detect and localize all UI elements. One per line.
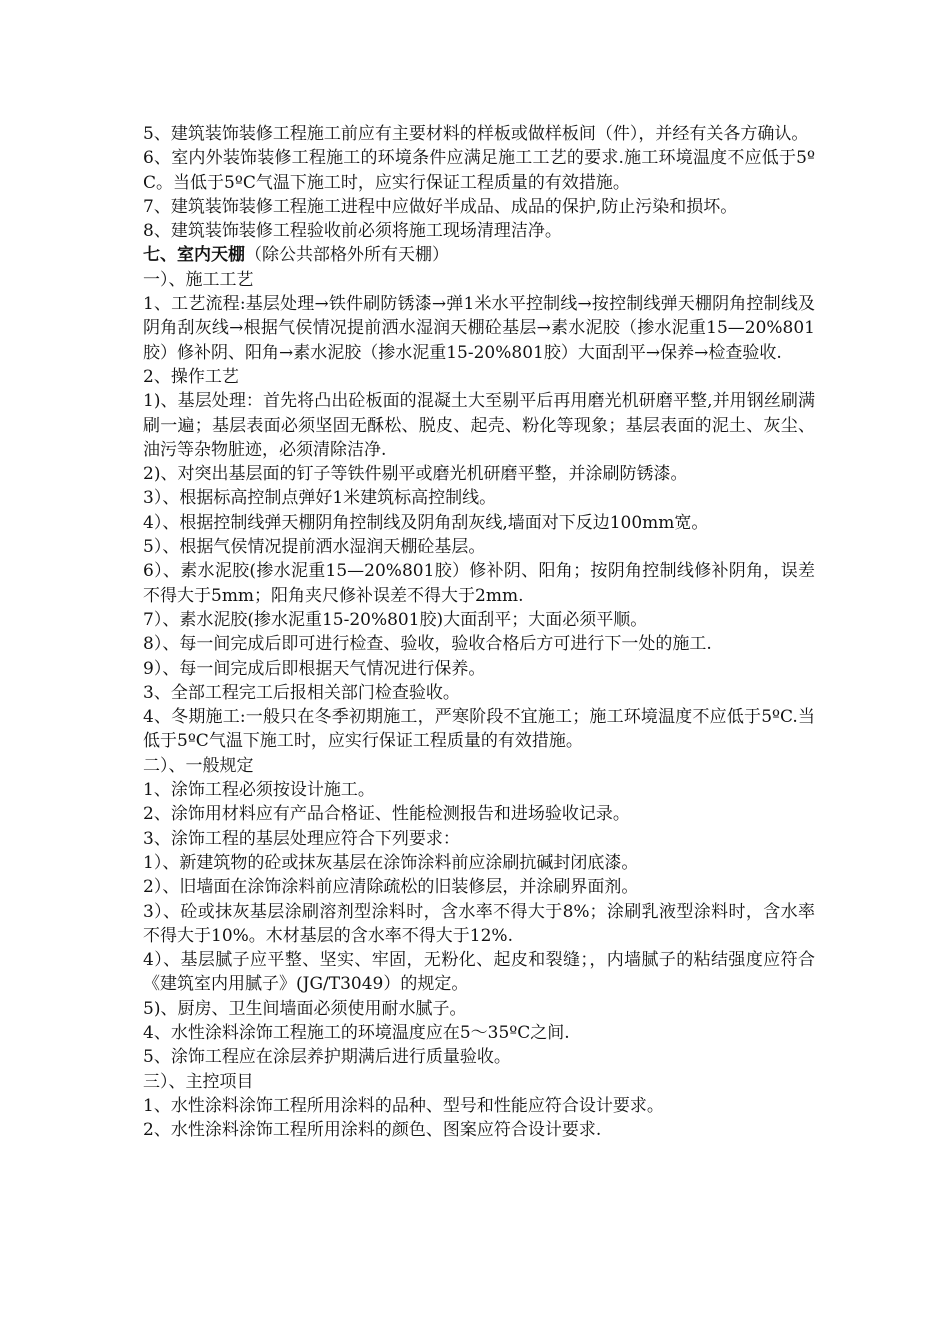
paragraph: 5、建筑装饰装修工程施工前应有主要材料的样板或做样板间（件），并经有关各方确认。 (143, 124, 809, 144)
paragraph: 7、建筑装饰装修工程施工进程中应做好半成品、成品的保护,防止污染和损坏。 (143, 196, 738, 217)
paragraph: 1）、新建筑物的砼或抹灰基层在涂饰涂料前应涂刷抗碱封闭底漆。 (143, 852, 639, 873)
section-heading-title: 七、室内天棚 (143, 245, 245, 266)
paragraph: 3、全部工程完工后报相关部门检查验收。 (143, 682, 460, 703)
paragraph: 3）、根据标高控制点弹好1米建筑标高控制线。 (143, 488, 497, 509)
paragraph: 4、水性涂料涂饰工程施工的环境温度应在5～35ºC之间. (143, 1022, 570, 1043)
paragraph: 2、涂饰用材料应有产品合格证、性能检测报告和进场验收记录。 (143, 804, 630, 825)
paragraph: 2、操作工艺 (143, 366, 239, 387)
paragraph: 1、工艺流程:基层处理→铁件刷防锈漆→弹1米水平控制线→按控制线弹天棚阴角控制线及阴角刮灰线→根据气侯情况提前洒水湿润天棚砼基层→素水泥胶（掺水泥重15—20%801胶）修补阴、阳角→素水泥胶（掺水泥重15-20%801胶）大面刮平→保养→检查验收. (143, 294, 815, 363)
paragraph: 3）、砼或抹灰基层涂刷溶剂型涂料时，含水率不得大于8%；涂刷乳液型涂料时，含水率不得大于10%。木材基层的含水率不得大于12%. (143, 901, 815, 946)
subsection-heading: 三）、主控项目 (143, 1071, 254, 1092)
paragraph: 3、涂饰工程的基层处理应符合下列要求： (143, 828, 460, 849)
paragraph: 9）、每一间完成后即根据天气情况进行保养。 (143, 658, 486, 679)
paragraph: 1、水性涂料涂饰工程所用涂料的品种、型号和性能应符合设计要求。 (143, 1095, 664, 1116)
paragraph: 6）、素水泥胶(掺水泥重15—20%801胶）修补阴、阳角；按阴角控制线修补阴角，误差不得大于5mm；阳角夹尺修补误差不得大于2mm. (143, 561, 815, 606)
paragraph: 1)、基层处理：首先将凸出砼板面的混凝土大至剔平后再用磨光机研磨平整,并用钢丝刷满刷一遍；基层表面必须坚固无酥松、脱皮、起壳、粉化等现象；基层表面的泥土、灰尘、油污等杂物脏迹，必须清除洁净. (143, 391, 815, 460)
paragraph: 5）、根据气侯情况提前洒水湿润天棚砼基层。 (143, 537, 486, 558)
subsection-heading: 一）、施工工艺 (143, 269, 254, 290)
paragraph: 1、涂饰工程必须按设计施工。 (143, 780, 375, 801)
paragraph: 8、建筑装饰装修工程验收前必须将施工现场清理洁净。 (143, 221, 562, 242)
paragraph: 4、冬期施工:一般只在冬季初期施工，严寒阶段不宜施工；施工环境温度不应低于5ºC.当低于5ºC气温下施工时，应实行保证工程质量的有效措施。 (143, 707, 815, 752)
paragraph: 2)、对突出基层面的钉子等铁件剔平或磨光机研磨平整，并涂刷防锈漆。 (143, 464, 688, 485)
paragraph: 2）、旧墙面在涂饰涂料前应清除疏松的旧装修层，并涂刷界面剂。 (143, 877, 639, 898)
section-heading (143, 243, 815, 267)
document-page (143, 122, 815, 1142)
paragraph: 2、水性涂料涂饰工程所用涂料的颜色、图案应符合设计要求. (143, 1120, 602, 1141)
paragraph: 7）、素水泥胶(掺水泥重15-20%801胶)大面刮平；大面必须平顺。 (143, 609, 648, 630)
paragraph: 5、涂饰工程应在涂层养护期满后进行质量验收。 (143, 1047, 511, 1068)
paragraph: 6、室内外装饰装修工程施工的环境条件应满足施工工艺的要求.施工环境温度不应低于5ºC。当低于5ºC气温下施工时，应实行保证工程质量的有效措施。 (143, 148, 815, 193)
paragraph: 5)、厨房、卫生间墙面必须使用耐水腻子。 (143, 998, 467, 1019)
paragraph: 8）、每一间完成后即可进行检查、验收，验收合格后方可进行下一处的施工. (143, 634, 712, 655)
paragraph: 4）、基层腻子应平整、坚实、牢固，无粉化、起皮和裂缝；，内墙腻子的粘结强度应符合《建筑室内用腻子》(JG/T3049）的规定。 (143, 950, 815, 995)
section-heading-note: （除公共部格外所有天棚） (245, 245, 449, 266)
paragraph: 4）、根据控制线弹天棚阴角控制线及阴角刮灰线,墙面对下反边100mm宽。 (143, 512, 709, 533)
subsection-heading: 二）、一般规定 (143, 755, 254, 776)
